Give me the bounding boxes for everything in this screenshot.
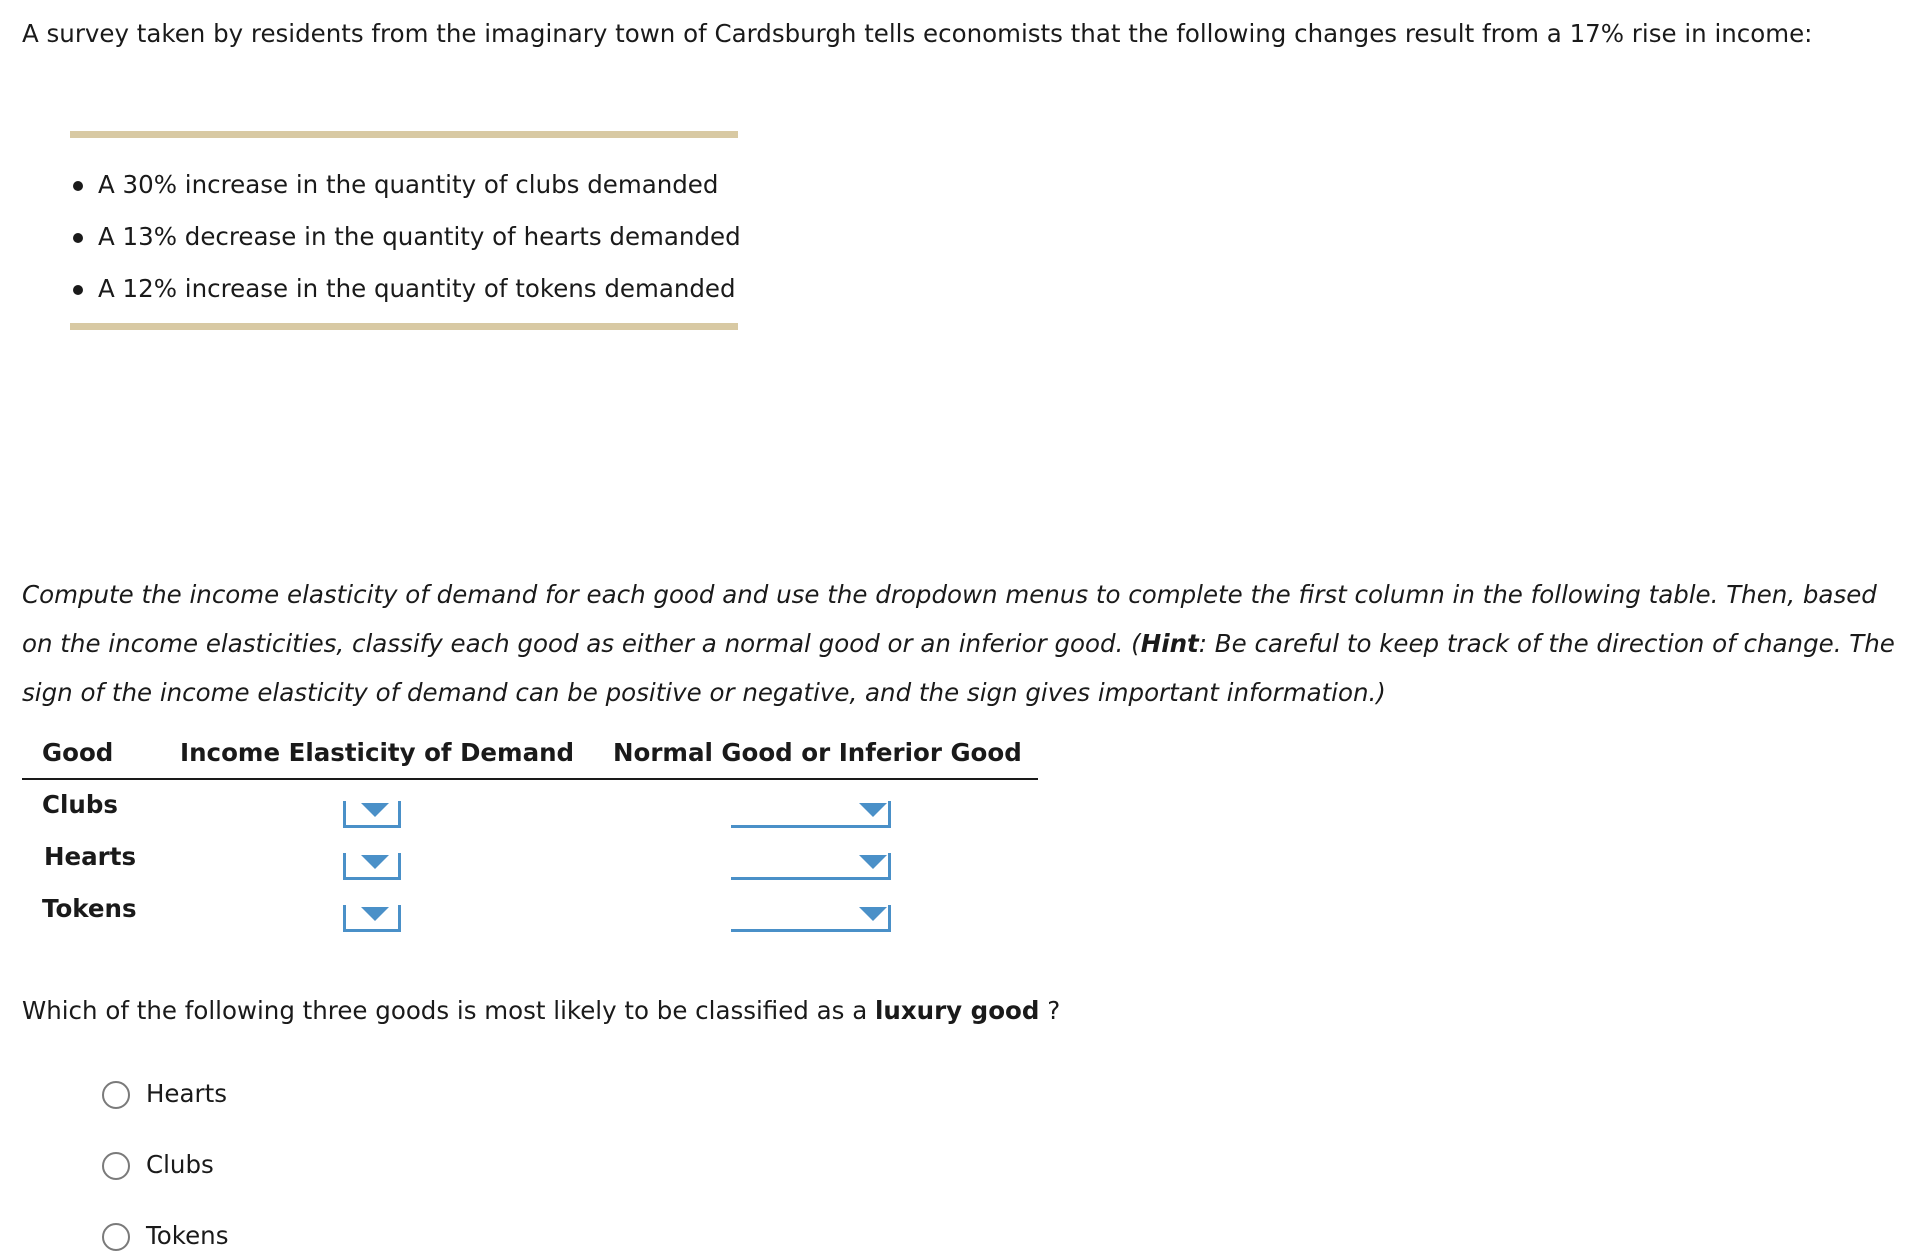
header-elasticity: Income Elasticity of Demand [180, 738, 575, 767]
dropdown-divider [888, 853, 891, 877]
caret-down-icon [859, 803, 887, 817]
classification-dropdown-hearts[interactable] [731, 847, 891, 880]
caret-down-icon [361, 803, 389, 817]
dropdown-divider [343, 801, 346, 825]
bullet-icon [73, 181, 83, 191]
row-label-tokens: Tokens [42, 894, 137, 923]
change-text: A 12% increase in the quantity of tokens demanded [98, 274, 736, 303]
header-divider [22, 778, 1038, 780]
radio-button-icon[interactable] [102, 1081, 130, 1109]
hint-label: Hint [1140, 629, 1199, 658]
row-label-hearts: Hearts [44, 842, 137, 871]
changes-box [70, 131, 741, 330]
classification-dropdown-clubs[interactable] [731, 795, 891, 828]
instructions-part2: : Be careful to keep track of the direction of change. The sign of the income elasticity of demand can be positive or negative, and the sign gives important information.) [22, 629, 1895, 707]
classification-dropdown-tokens[interactable] [731, 899, 891, 932]
dropdown-divider [398, 801, 401, 825]
change-text: A 30% increase in the quantity of clubs demanded [98, 170, 719, 199]
question-prefix: Which of the following three goods is most likely to be classified as a [22, 996, 876, 1025]
caret-down-icon [361, 855, 389, 869]
bullet-icon [73, 285, 83, 295]
instructions-part1: Compute the income elasticity of demand for each good and use the dropdown menus to complete the first column in the following table. Then, based on the income elasticities, classify each good as either a normal good or an inferior good. ( [22, 580, 1877, 658]
header-good: Good [42, 738, 114, 767]
question-emphasis: luxury good [875, 996, 1040, 1025]
dropdown-divider [398, 853, 401, 877]
radio-button-icon[interactable] [102, 1223, 130, 1251]
dropdown-divider [343, 905, 346, 929]
row-label-clubs: Clubs [42, 790, 118, 819]
caret-down-icon [859, 855, 887, 869]
dropdown-divider [343, 853, 346, 877]
dropdown-divider [888, 905, 891, 929]
radio-label[interactable]: Tokens [146, 1221, 229, 1250]
dropdown-divider [398, 905, 401, 929]
intro-text: A survey taken by residents from the imaginary town of Cardsburgh tells economists that the following changes result from a 17% rise in income: [22, 19, 1813, 48]
radio-label[interactable]: Clubs [146, 1150, 214, 1179]
luxury-question [22, 996, 1060, 1026]
caret-down-icon [859, 907, 887, 921]
caret-down-icon [361, 907, 389, 921]
change-text: A 13% decrease in the quantity of hearts demanded [98, 222, 741, 251]
bullet-icon [73, 233, 83, 243]
elasticity-dropdown-hearts[interactable] [343, 847, 401, 880]
dropdown-divider [888, 801, 891, 825]
radio-button-icon[interactable] [102, 1152, 130, 1180]
radio-label[interactable]: Hearts [146, 1079, 227, 1108]
question-suffix: ? [1039, 996, 1061, 1025]
elasticity-dropdown-tokens[interactable] [343, 899, 401, 932]
elasticity-dropdown-clubs[interactable] [343, 795, 401, 828]
header-classification: Normal Good or Inferior Good [613, 738, 1022, 767]
instructions-text [22, 570, 1902, 717]
